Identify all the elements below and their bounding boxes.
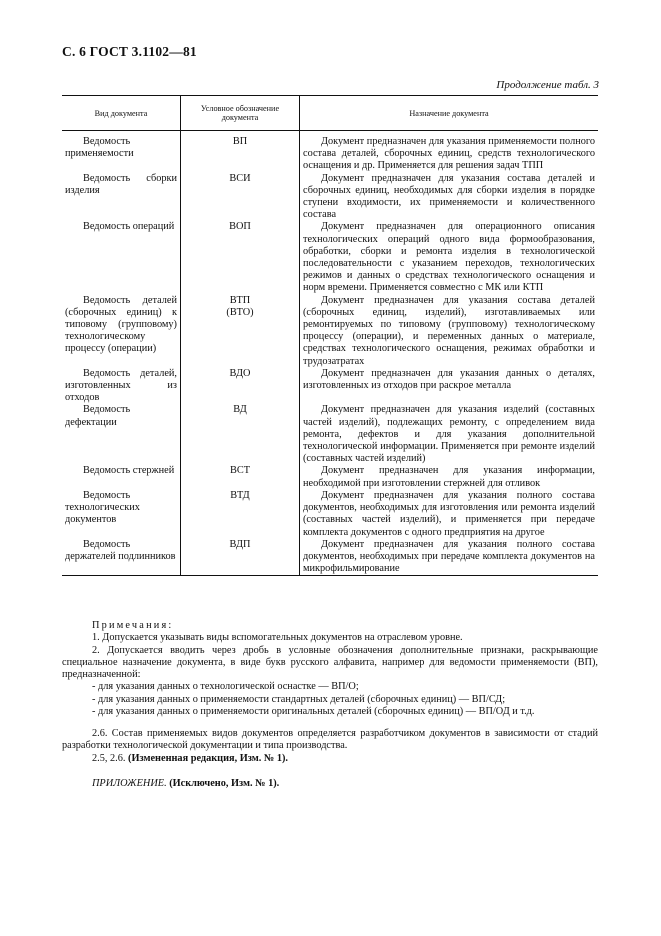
row-kind: Ведомость стержней <box>83 465 175 477</box>
row-purpose: Документ предназначен для указания применяемости полного состава деталей, сборочных единиц, средств технологического оснащения и др. Применяется для решения задач ТПП <box>303 136 595 172</box>
row-code: ВД <box>233 404 247 416</box>
row-purpose: Документ предназначен для указания полного состава документов, необходимых при передаче комплекта документов на микрофильмирование <box>303 538 595 575</box>
row-code: ВДО <box>229 367 251 379</box>
notes-section <box>62 620 598 718</box>
row-code: ВОП <box>229 221 251 233</box>
appendix-status: (Исключено, Изм. № 1). <box>169 778 280 789</box>
table-header-row <box>62 96 598 131</box>
documents-table <box>62 95 598 576</box>
note-item: 1. Допускается указывать виды вспомогательных документов на отраслевом уровне. <box>92 632 463 644</box>
appendix-label: ПРИЛОЖЕНИЕ. <box>92 778 167 789</box>
row-purpose: Документ предназначен для операционного описания технологических операций одного вида формообразования, обработки, сборки и ремонта изделия в технологической последовательности с указанием переходов, технологических режимов и данных о средствах технологического оснащения и норм времени. Применяется совместно с МК или КТП <box>303 221 595 294</box>
row-kind: Ведомость дефектации <box>65 404 131 428</box>
clause-2-6 <box>62 728 598 765</box>
header-code: Условное обозначение документа <box>181 96 300 131</box>
note-dash-item: - для указания данных о применяемости оригинальных деталей (сборочных единиц) — ВП/ОД и т.д. <box>92 706 535 718</box>
table-row <box>62 490 598 539</box>
clause-2-6-text: 2.6. Состав применяемых видов документов определяется разработчиком документов в зависимости от стадий разработки технологической документации и типа производства. <box>62 728 598 752</box>
table-row <box>62 221 598 294</box>
row-code-alt: (ВТО) <box>226 306 254 318</box>
row-purpose: Документ предназначен для указания данных о деталях, изготовленных из отходов при раскрое металла <box>303 367 595 392</box>
table-row <box>62 131 598 173</box>
row-code: ВСИ <box>229 172 251 184</box>
row-kind: Ведомость деталей, изготовленных из отходов <box>65 367 177 404</box>
row-code: ВТД <box>230 489 250 501</box>
row-kind: Ведомость деталей (сборочных единиц) к типовому (групповому) технологическому процессу (операции) <box>65 294 177 355</box>
row-purpose: Документ предназначен для указания полного состава документов, необходимых для изготовления или ремонта изделий (составных частей изделий), и применяется при передаче комплекта документов с одного предприятия на другое <box>303 489 595 538</box>
row-kind: Ведомость сборки изделия <box>65 172 177 196</box>
row-code: ВСТ <box>229 465 251 477</box>
row-code: ВДП <box>229 538 251 550</box>
row-code: ВТП <box>229 294 251 306</box>
table-row <box>62 539 598 576</box>
amendment-bold: (Измененная редакция, Изм. № 1). <box>128 752 288 764</box>
row-kind: Ведомость операций <box>83 221 175 233</box>
row-purpose: Документ предназначен для указания состава деталей (сборочных единиц, изделий), изготавливаемых или ремонтируемых по типовому (групповому) технологическому процессу (операции), и переменных данных о материале, средствах технологического оснащения, режимах обработки и трудозатратах <box>303 294 595 367</box>
row-purpose: Документ предназначен для указания состава деталей и сборочных единиц, необходимых для сборки изделия в порядке ступени входимости, их применяемости и количественного состава <box>303 172 595 221</box>
row-purpose: Документ предназначен для указания информации, необходимой при изготовлении стержней для отливок <box>303 465 595 489</box>
note-dash-item: - для указания данных о технологической оснастке — ВП/О; <box>92 681 359 693</box>
note-item: 2. Допускается вводить через дробь в условные обозначения дополнительные признаки, раскрывающие специальное назначение документа, в виде букв русского алфавита, например для ведомости применяемости (ВП), предназначенной: <box>62 644 598 681</box>
row-kind: Ведомость держателей подлинников <box>65 538 176 562</box>
row-code: ВП <box>232 136 248 147</box>
appendix-note <box>62 778 598 790</box>
notes-title: Примечания: <box>92 620 174 631</box>
row-kind: Ведомость технологических документов <box>65 489 140 526</box>
table-row <box>62 368 598 405</box>
page-header: С. 6 ГОСТ 3.1102—81 <box>62 44 197 59</box>
header-kind: Вид документа <box>62 96 181 131</box>
table-caption: Продолжение табл. 3 <box>496 79 599 91</box>
amendment-note <box>62 753 598 765</box>
amendment-prefix: 2.5, 2.6. <box>92 752 126 764</box>
table-row <box>62 404 598 465</box>
row-purpose: Документ предназначен для указания изделий (составных частей изделий), подлежащих ремонту, с определением вида ремонта, дефектов и для указания дополнительной технологической информации. Применяется при ремонте изделий (составных частей изделий) <box>303 404 595 465</box>
row-kind: Ведомость применяемости <box>65 136 134 160</box>
table-row <box>62 295 598 368</box>
table-row <box>62 173 598 222</box>
header-purpose: Назначение документа <box>300 96 599 131</box>
note-dash-item: - для указания данных о применяемости стандартных деталей (сборочных единиц) — ВП/СД; <box>92 693 506 705</box>
table-row <box>62 465 598 489</box>
